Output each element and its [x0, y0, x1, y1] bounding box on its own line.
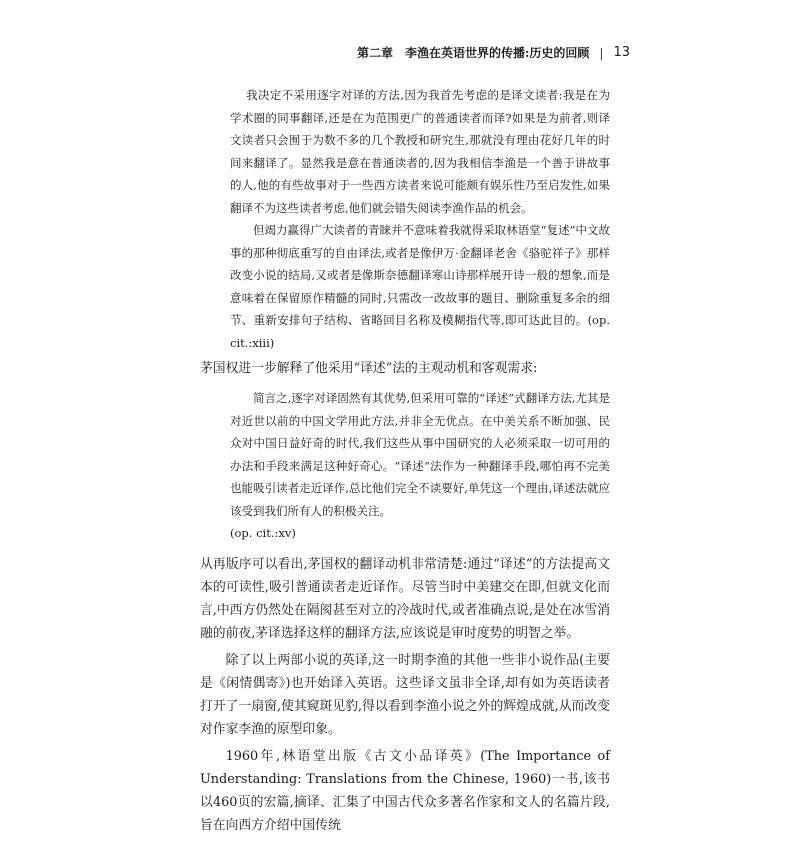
page-number: 13 — [613, 45, 630, 60]
intro-sentence: 茅国权进一步解释了他采用“译述”法的主观动机和客观需求: — [200, 361, 538, 376]
quote2-paragraph-1: 简言之,逐字对译固然有其优势,但采用可靠的“译述”式翻译方法,尤其是对近世以前的中国文学用此方法,并非全无优点。在中美关系不断加强、民众对中国日益好奇的时代,我们这些从事中国研究的人必须采取一切可用的办法和手段来满足这种好奇心。“译述”法作为一种翻译手段,哪怕再不完美也能吸引读者走近译作,总比他们完全不读要好,单凭这一个理由,译述法就应该受到我们所有人的积极关注。 — [230, 391, 610, 518]
chapter-title: 第二章 李渔在英语世界的传播:历史的回顾 — [356, 46, 590, 60]
quote1-paragraph-1: 我决定不采用逐字对译的方法,因为我首先考虑的是译文读者:我是在为学术圈的同事翻译,还是在为范围更广的普通读者而译?如果是为前者,则译文读者只会囿于为数不多的几个教授和研究生,那就没有理由花好几年的时间来翻译了。显然我是意在普通读者的,因为我相信李渔是一个善于讲故事的人,他的有些故事对于一些西方读者来说可能颇有娱乐性乃至启发性,如果翻译不为这些读者考虑,他们就会错失阅读李渔作品的机会。 — [230, 88, 610, 215]
page-content — [200, 84, 610, 841]
quote1-citation: (op. cit.:xiii) — [230, 313, 610, 350]
header-separator: | — [599, 45, 604, 60]
block-quote-2 — [230, 387, 610, 545]
body-paragraph-3: 1960年,林语堂出版《古文小品译英》(The Importance of Understanding: Translations from the Chinese, 1960)一书,该书以460页的宏篇,摘译、汇集了中国古代众多著名作家和文人的名篇片段,旨在向西方介绍中国传统 — [200, 748, 610, 833]
block-quote-1 — [230, 84, 610, 354]
body-paragraph-2: 除了以上两部小说的英译,这一时期李渔的其他一些非小说作品(主要是《闲情偶寄》)也开始译入英语。这些译文虽非全译,却有如为英语读者打开了一扇窗,使其窥斑见豹,得以看到李渔小说之外的辉煌成就,从而改变对作家李渔的原型印象。 — [200, 652, 610, 737]
body-paragraph-1: 从再版序可以看出,茅国权的翻译动机非常清楚:通过“译述”的方法提高文本的可读性,吸引普通读者走近译作。尽管当时中美建交在即,但就文化而言,中西方仍然处在隔阂甚至对立的冷战时代,或者准确点说,是处在冰雪消融的前夜,茅译选择这样的翻译方法,应该说是审时度势的明智之举。 — [200, 556, 610, 641]
quote2-citation: (op. cit.:xv) — [230, 526, 296, 540]
quote1-paragraph-2-text: 但竭力赢得广大读者的青睐并不意味着我就得采取林语堂“复述”中文故事的那种彻底重写的自由译法,或者是像伊万·金翻译老舍《骆驼祥子》那样改变小说的结局,又或者是像斯奈德翻译寒山诗那样展开诗一般的想象,而是意味着在保留原作精髓的同时,只需改一改故事的题目、删除重复多余的细节、重新安排句子结构、省略回目名称及模糊指代等,即可达此目的。 — [230, 223, 610, 327]
running-header — [200, 44, 630, 61]
quote1-paragraph-2 — [230, 219, 610, 354]
body-text — [200, 553, 610, 837]
